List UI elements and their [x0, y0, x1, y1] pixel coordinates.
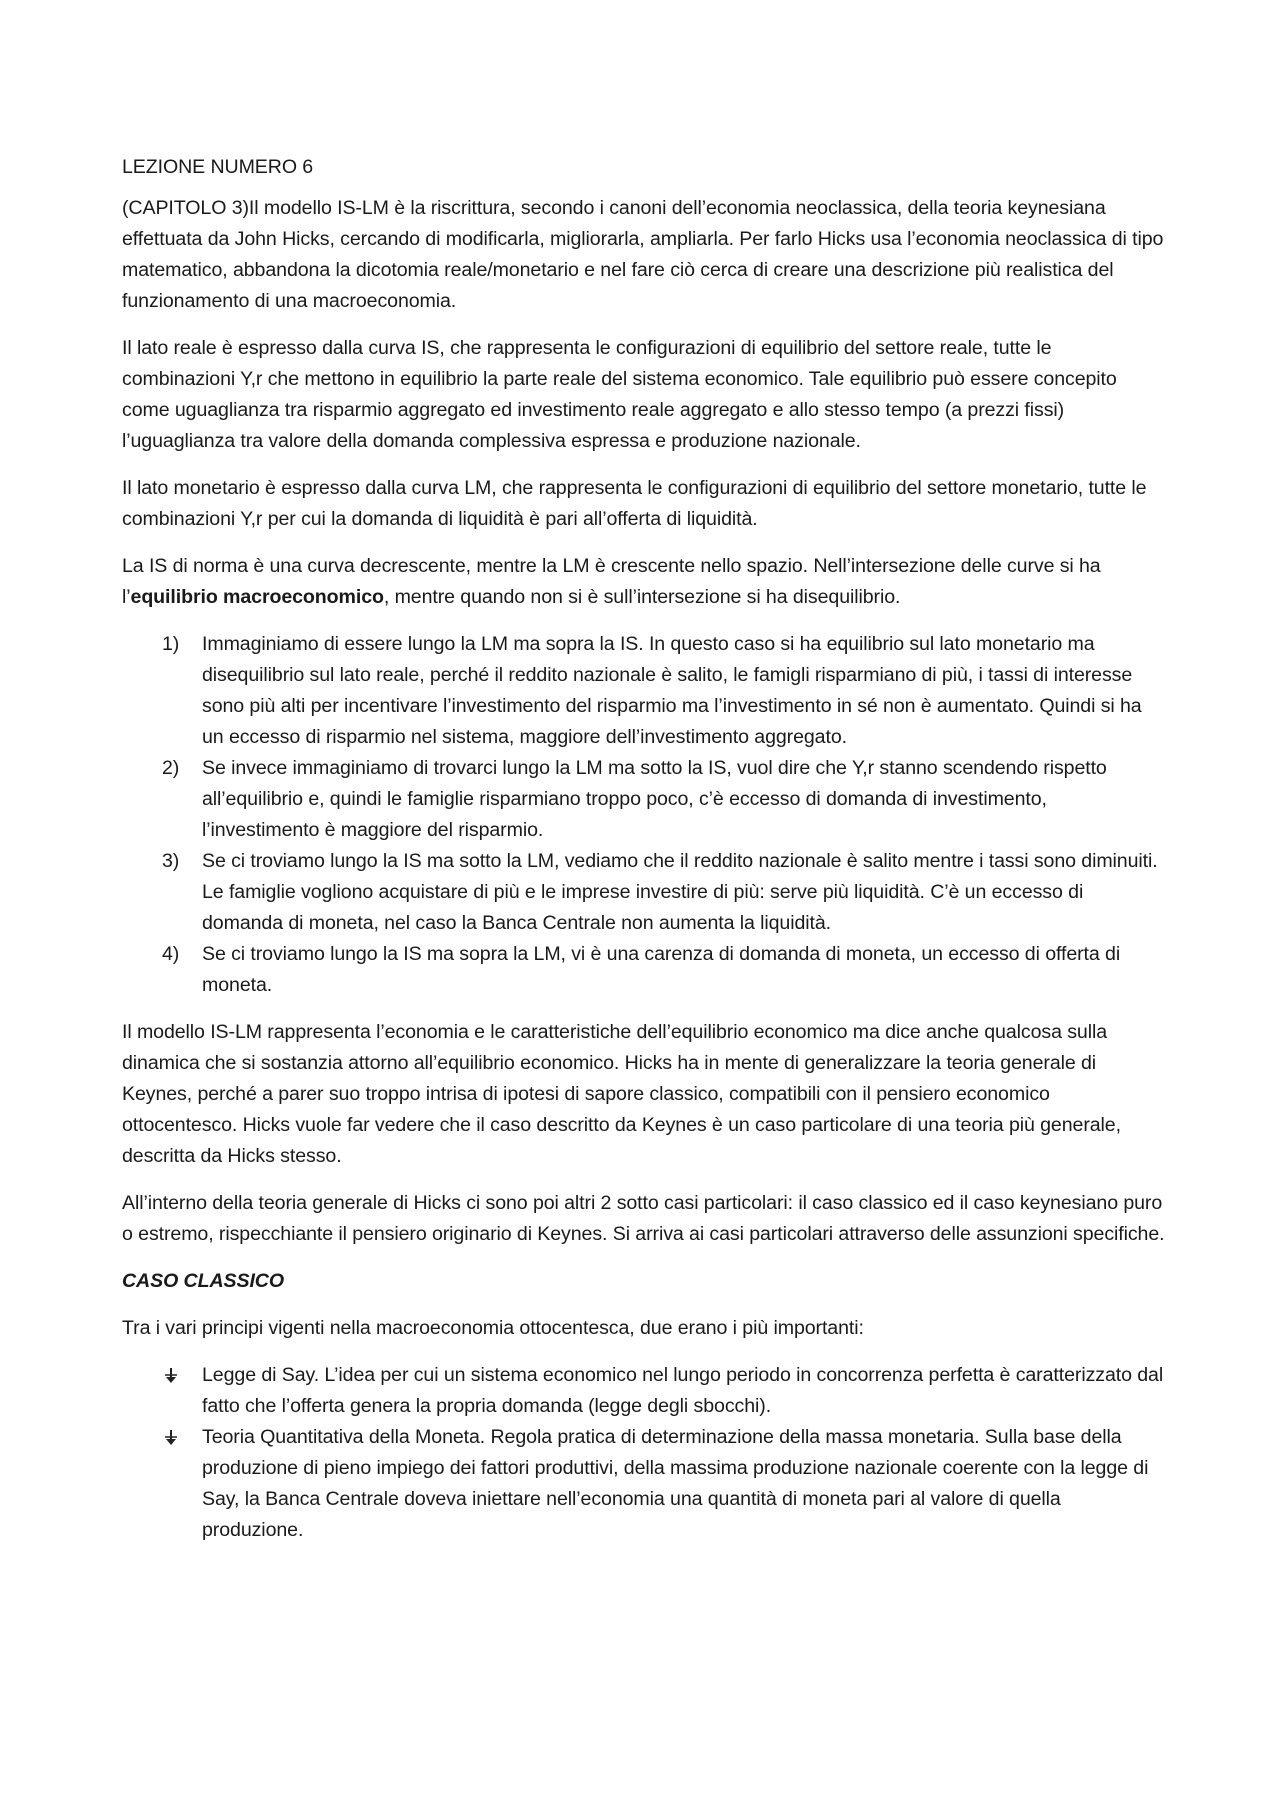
list-item: [122, 629, 1167, 753]
list-marker: 2): [162, 757, 180, 779]
bullet-list: [122, 1360, 1167, 1546]
intersection-text-before: La IS di norma è una curva decrescente, mentre la LM è crescente nello spazio. Nell’intersezione delle curve si ha l’: [122, 555, 1101, 608]
paragraph-special-cases: All’interno della teoria generale di Hicks ci sono poi altri 2 sotto casi particolari: il caso classico ed il caso keynesiano puro o estremo, rispecchiante il pensiero originario di Keynes. Si arriva ai casi particolari attraverso delle assunzioni specifiche.: [122, 1192, 1165, 1245]
section-heading: CASO CLASSICO: [122, 1270, 284, 1292]
down-arrow-bullet-icon: [162, 1429, 180, 1447]
list-marker: 3): [162, 850, 180, 872]
list-marker: 4): [162, 943, 180, 965]
document-page: [122, 152, 1167, 1546]
list-item: [122, 939, 1167, 1001]
list-item: [122, 753, 1167, 846]
list-item-text: Se ci troviamo lungo la IS ma sopra la LM, vi è una carenza di domanda di moneta, un eccesso di offerta di moneta.: [202, 943, 1121, 996]
numbered-list: [122, 629, 1167, 1001]
intersection-text-after: , mentre quando non si è sull’intersezione si ha disequilibrio.: [383, 586, 901, 608]
paragraph-intersection: [122, 551, 1167, 613]
paragraph-lm-curve: Il lato monetario è espresso dalla curva LM, che rappresenta le configurazioni di equilibrio del settore monetario, tutte le combinazioni Y,r per cui la domanda di liquidità è pari all’offerta di liquidità.: [122, 477, 1147, 530]
list-marker: 1): [162, 633, 180, 655]
intersection-bold-term: equilibrio macroeconomico: [130, 586, 384, 608]
down-arrow-bullet-icon: [162, 1367, 180, 1385]
list-item: [122, 1360, 1167, 1422]
section-intro: Tra i vari principi vigenti nella macroeconomia ottocentesca, due erano i più importanti:: [122, 1317, 864, 1339]
list-item-text: Legge di Say. L’idea per cui un sistema economico nel lungo periodo in concorrenza perfetta è caratterizzato dal fatto che l’offerta genera la propria domanda (legge degli sbocchi).: [202, 1364, 1164, 1417]
list-item-text: Immaginiamo di essere lungo la LM ma sopra la IS. In questo caso si ha equilibrio sul lato monetario ma disequilibrio sul lato reale, perché il reddito nazionale è salito, le famigli risparmiano di più, i tassi di interesse sono più alti per incentivare l’investimento del risparmio ma l’investimento in sé non è aumentato. Quindi si ha un eccesso di risparmio nel sistema, maggiore dell’investimento aggregato.: [202, 633, 1142, 748]
list-item: [122, 846, 1167, 939]
paragraph-hicks-generalization: Il modello IS-LM rappresenta l’economia e le caratteristiche dell’equilibrio economico ma dice anche qualcosa sulla dinamica che si sostanzia attorno all’equilibrio economico. Hicks ha in mente di generalizzare la teoria generale di Keynes, perché a parer suo troppo intrisa di ipotesi di sapore classico, compatibili con il pensiero economico ottocentesco. Hicks vuole far vedere che il caso descritto da Keynes è un caso particolare di una teoria più generale, descritta da Hicks stesso.: [122, 1021, 1121, 1167]
document-title: LEZIONE NUMERO 6: [122, 156, 314, 178]
list-item-text: Teoria Quantitativa della Moneta. Regola pratica di determinazione della massa monetaria. Sulla base della produzione di pieno impiego dei fattori produttivi, della massima produzione nazionale coerente con la legge di Say, la Banca Centrale doveva iniettare nell’economia una quantità di moneta pari al valore di quella produzione.: [202, 1426, 1149, 1541]
paragraph-is-curve: Il lato reale è espresso dalla curva IS, che rappresenta le configurazioni di equilibrio del settore reale, tutte le combinazioni Y,r che mettono in equilibrio la parte reale del sistema economico. Tale equilibrio può essere concepito come uguaglianza tra risparmio aggregato ed investimento reale aggregato e allo stesso tempo (a prezzi fissi) l’uguaglianza tra valore della domanda complessiva espressa e produzione nazionale.: [122, 337, 1117, 452]
list-item-text: Se ci troviamo lungo la IS ma sotto la LM, vediamo che il reddito nazionale è salito mentre i tassi sono diminuiti. Le famiglie vogliono acquistare di più e le imprese investire di più: serve più liquidità. C’è un eccesso di domanda di moneta, nel caso la Banca Centrale non aumenta la liquidità.: [202, 850, 1158, 934]
list-item-text: Se invece immaginiamo di trovarci lungo la LM ma sotto la IS, vuol dire che Y,r stanno scendendo rispetto all’equilibrio e, quindi le famiglie risparmiano troppo poco, c’è eccesso di domanda di investimento, l’investimento è maggiore del risparmio.: [202, 757, 1107, 841]
paragraph-intro: (CAPITOLO 3)Il modello IS-LM è la riscrittura, secondo i canoni dell’economia neoclassica, della teoria keynesiana effettuata da John Hicks, cercando di modificarla, migliorarla, ampliarla. Per farlo Hicks usa l’economia neoclassica di tipo matematico, abbandona la dicotomia reale/monetario e nel fare ciò cerca di creare una descrizione più realistica del funzionamento di una macroeconomia.: [122, 197, 1164, 312]
list-item: [122, 1422, 1167, 1546]
